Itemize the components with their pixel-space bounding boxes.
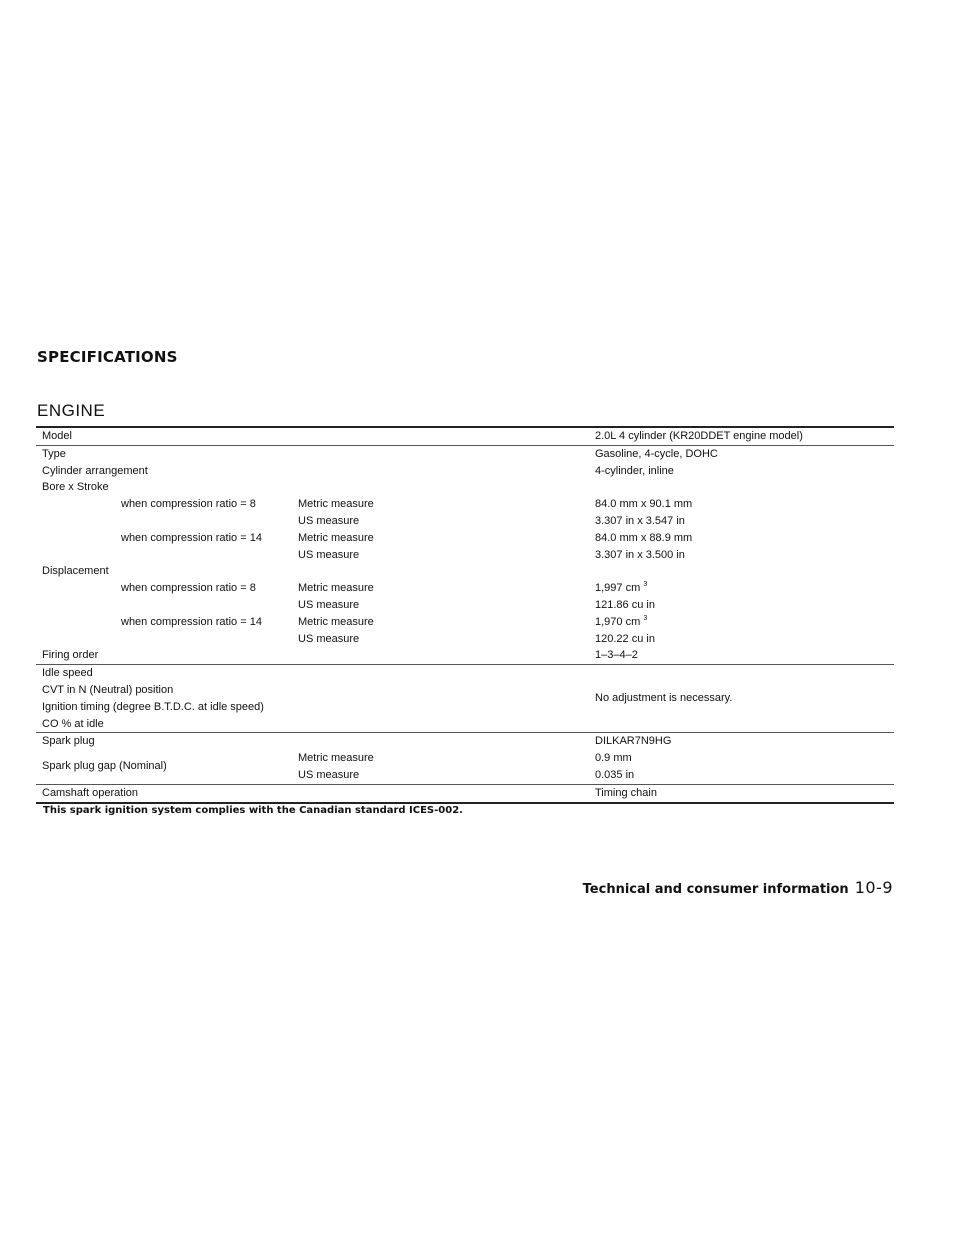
type-label: Type bbox=[42, 447, 66, 460]
spark-plug-label: Spark plug bbox=[42, 735, 95, 748]
table-row bbox=[36, 580, 894, 597]
table-row bbox=[36, 547, 894, 564]
measure-label: Metric measure bbox=[298, 752, 374, 765]
displacement-number: 1,997 cm bbox=[595, 582, 641, 595]
model-value: 2.0L 4 cylinder (KR20DDET engine model) bbox=[595, 430, 803, 442]
footer-label: Technical and consumer information bbox=[582, 882, 849, 897]
measure-label: US measure bbox=[298, 632, 360, 645]
cvt-neutral-label: CVT in N (Neutral) position bbox=[42, 683, 174, 696]
table-row bbox=[36, 597, 894, 614]
measure-label: Metric measure bbox=[298, 498, 374, 511]
bore-stroke-value: 3.307 in x 3.547 in bbox=[595, 514, 685, 527]
bore-stroke-label: Bore x Stroke bbox=[42, 481, 109, 494]
condition-label: when compression ratio = 8 bbox=[121, 498, 256, 511]
engine-subtitle: ENGINE bbox=[37, 401, 106, 420]
table-row bbox=[36, 513, 894, 530]
engine-spec-table bbox=[36, 426, 894, 804]
spark-plug-value: DILKAR7N9HG bbox=[595, 735, 672, 748]
spark-group bbox=[36, 733, 894, 784]
co-idle-label: CO % at idle bbox=[42, 717, 104, 730]
spark-gap-label: Spark plug gap (Nominal) bbox=[42, 760, 167, 773]
type-value: Gasoline, 4-cycle, DOHC bbox=[595, 447, 718, 460]
ices-footnote: This spark ignition system complies with the Canadian standard ICES-002. bbox=[43, 805, 463, 816]
camshaft-value: Timing chain bbox=[595, 786, 657, 799]
spark-gap-us-value: 0.035 in bbox=[595, 768, 635, 781]
engine-main-group bbox=[36, 446, 894, 665]
measure-label: US measure bbox=[298, 548, 360, 561]
displacement-number: 1,970 cm bbox=[595, 615, 641, 628]
spark-gap-row bbox=[36, 750, 894, 784]
measure-label: US measure bbox=[298, 768, 360, 781]
cylinder-label: Cylinder arrangement bbox=[42, 464, 148, 477]
table-row bbox=[36, 614, 894, 631]
displacement-value bbox=[595, 580, 647, 597]
firing-order-value: 1–3–4–2 bbox=[595, 649, 638, 662]
table-row bbox=[36, 733, 894, 750]
bore-stroke-value: 3.307 in x 3.500 in bbox=[595, 548, 685, 561]
idle-group bbox=[36, 665, 894, 733]
measure-label: Metric measure bbox=[298, 582, 374, 595]
table-row bbox=[36, 496, 894, 513]
page-number: 10-9 bbox=[854, 878, 893, 897]
superscript: 3 bbox=[643, 614, 648, 622]
table-row bbox=[36, 647, 894, 664]
measure-label: US measure bbox=[298, 598, 360, 611]
table-row bbox=[36, 631, 894, 648]
measure-label: Metric measure bbox=[298, 615, 374, 628]
measure-label: Metric measure bbox=[298, 531, 374, 544]
bore-stroke-value: 84.0 mm x 90.1 mm bbox=[595, 498, 693, 511]
section-title: SPECIFICATIONS bbox=[37, 348, 178, 366]
condition-label: when compression ratio = 14 bbox=[121, 615, 262, 628]
idle-labels bbox=[42, 665, 264, 732]
condition-label: when compression ratio = 8 bbox=[121, 582, 256, 595]
cylinder-value: 4-cylinder, inline bbox=[595, 464, 674, 477]
camshaft-group bbox=[36, 785, 894, 802]
page-footer bbox=[583, 878, 893, 897]
table-row bbox=[36, 785, 894, 802]
model-label: Model bbox=[42, 430, 72, 442]
measure-label: US measure bbox=[298, 514, 360, 527]
camshaft-label: Camshaft operation bbox=[42, 786, 138, 799]
superscript: 3 bbox=[643, 581, 648, 589]
displacement-value bbox=[595, 614, 647, 631]
table-row bbox=[36, 463, 894, 480]
spark-gap-metric-value: 0.9 mm bbox=[595, 752, 632, 765]
firing-order-label: Firing order bbox=[42, 649, 99, 662]
displacement-value: 120.22 cu in bbox=[595, 632, 655, 645]
ignition-timing-label: Ignition timing (degree B.T.D.C. at idle speed) bbox=[42, 700, 264, 713]
condition-label: when compression ratio = 14 bbox=[121, 531, 262, 544]
idle-value: No adjustment is necessary. bbox=[595, 692, 733, 705]
idle-row bbox=[36, 665, 894, 732]
table-row bbox=[36, 563, 894, 580]
model-group bbox=[36, 428, 894, 446]
table-row bbox=[36, 428, 894, 445]
displacement-label: Displacement bbox=[42, 565, 109, 578]
table-row bbox=[36, 479, 894, 496]
table-row bbox=[36, 530, 894, 547]
idle-speed-label: Idle speed bbox=[42, 667, 93, 680]
bore-stroke-value: 84.0 mm x 88.9 mm bbox=[595, 531, 693, 544]
displacement-value: 121.86 cu in bbox=[595, 598, 655, 611]
table-row bbox=[36, 446, 894, 463]
